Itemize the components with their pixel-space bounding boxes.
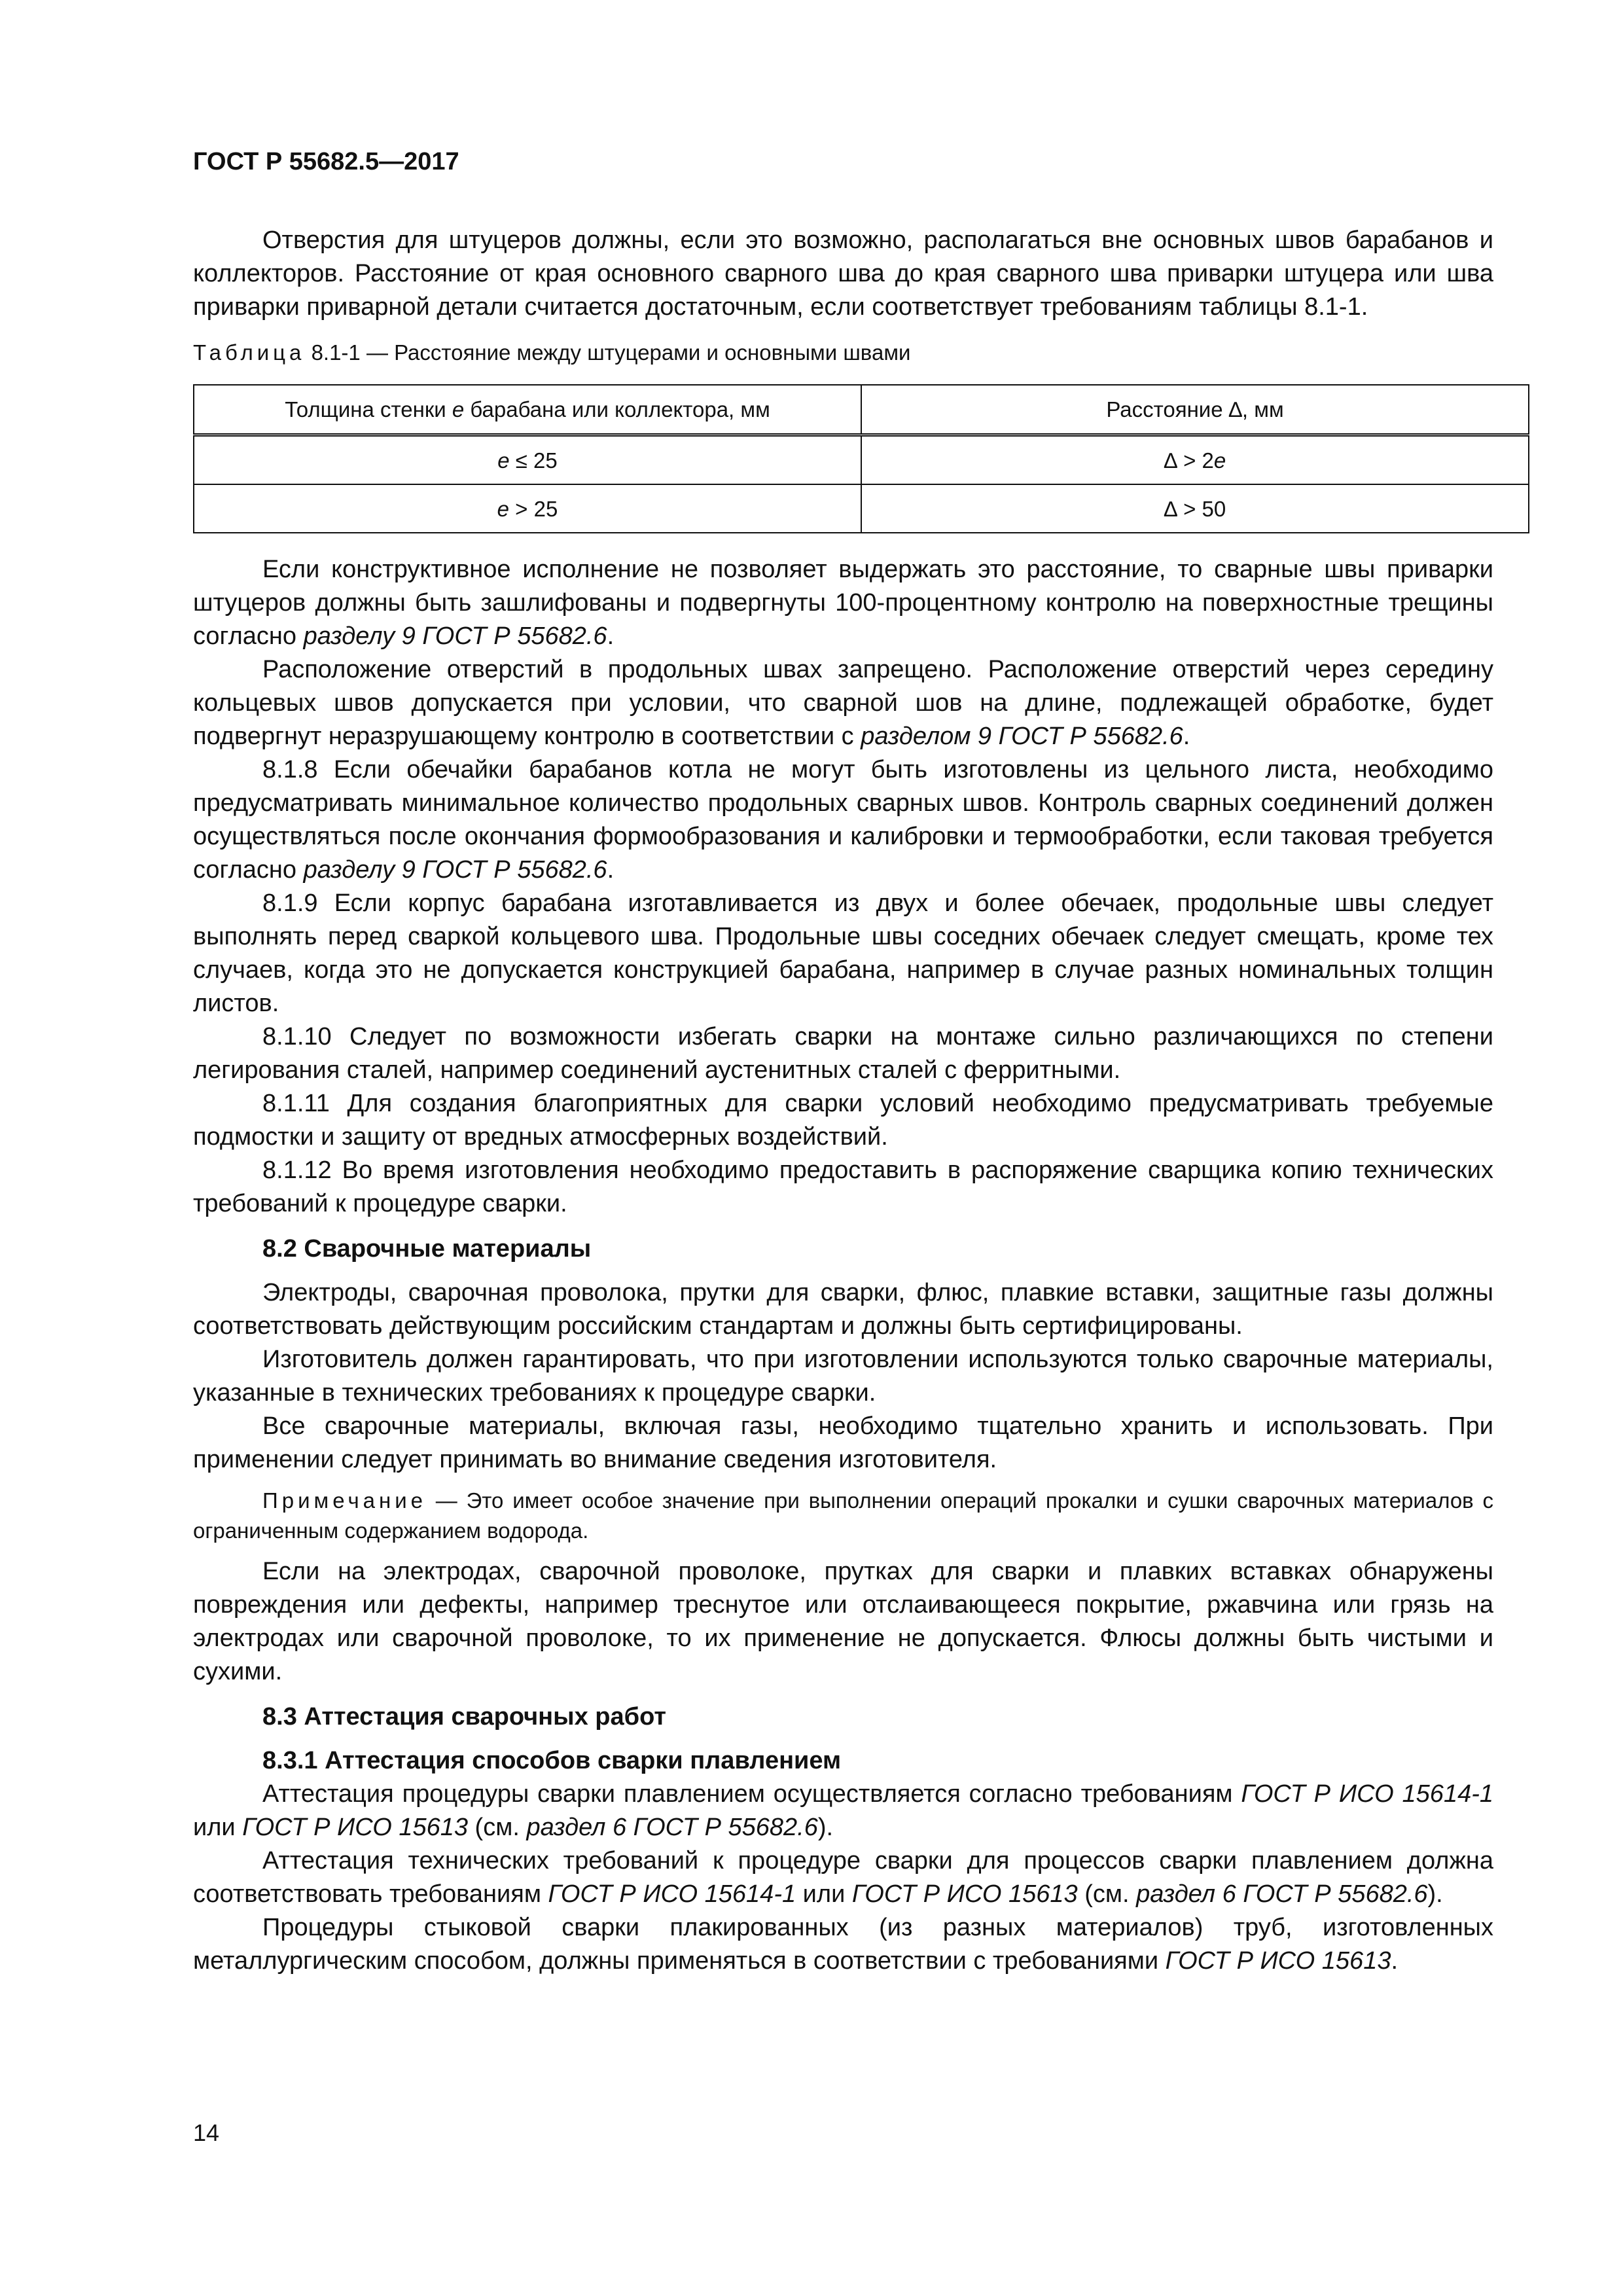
page-number: 14 — [193, 2119, 220, 2146]
paragraph-consumables: Электроды, сварочная проволока, прутки для сварки, флюс, плавкие вставки, защитные газы должны соответствовать действующим российским стандартам и должны быть сертифицированы. — [193, 1279, 1493, 1340]
clause-8-1-11: 8.1.11 Для создания благоприятных для сварки условий необходимо предусматривать требуемые подмостки и защиту от вредных атмосферных воздействий. — [193, 1090, 1493, 1151]
table-cell-distance: ∆ > 50 — [861, 484, 1529, 533]
clause-8-1-9: 8.1.9 Если корпус барабана изготавливается из двух и более обечаек, продольные швы следует выполнять перед сваркой кольцевого шва. Продольные швы соседних обечаек следует смещать, кроме тех случаев, когда это не допускается конструкцией барабана, например в случае разных номинальных толщин листов. — [193, 889, 1493, 1017]
paragraph-manufacturer-guarantee: Изготовитель должен гарантировать, что при изготовлении используются только сварочные материалы, указанные в технических требованиях к процедуре сварки. — [193, 1346, 1493, 1407]
paragraph-weld-grinding: Если конструктивное исполнение не позволяет выдержать это расстояние, то сварные швы приварки штуцеров должны быть зашлифованы и подвергнуты 100-процентному контролю на поверхностные трещины согласно разделу 9 ГОСТ Р 55682.6. — [193, 556, 1493, 650]
section-heading-8-3: 8.3 Аттестация сварочных работ — [262, 1703, 666, 1731]
clause-8-1-12: 8.1.12 Во время изготовления необходимо предоставить в распоряжение сварщика копию технических требований к процедуре сварки. — [193, 1157, 1493, 1217]
table-cell-thickness: e > 25 — [194, 484, 861, 533]
paragraph-storage: Все сварочные материалы, включая газы, необходимо тщательно хранить и использовать. При применении следует принимать во внимание сведения изготовителя. — [193, 1412, 1493, 1473]
table-header-thickness: Толщина стенки e барабана или коллектора, мм — [194, 385, 861, 435]
standard-reference: ГОСТ Р ИСО 15613 — [242, 1814, 468, 1841]
standard-reference: разделу 9 ГОСТ Р 55682.6 — [303, 856, 607, 884]
subsection-heading-8-3-1: 8.3.1 Аттестация способов сварки плавлением — [262, 1747, 842, 1774]
table-row — [194, 435, 1529, 485]
note-label: Примечание — [262, 1488, 427, 1513]
table-caption-label: Таблица — [193, 340, 306, 365]
table-row — [194, 484, 1529, 533]
standard-reference: раздел 6 ГОСТ Р 55682.6 — [1136, 1880, 1428, 1908]
paragraph-clad-pipes: Процедуры стыковой сварки плакированных (из разных материалов) труб, изготовленных металлургическим способом, должны применяться в соответствии с требованиями ГОСТ Р ИСО 15613. — [193, 1914, 1493, 1975]
note-text: — Это имеет особое значение при выполнении операций прокалки и сушки сварочных материалов с ограниченным содержанием водорода. — [193, 1488, 1493, 1543]
standard-reference: разделу 9 ГОСТ Р 55682.6 — [303, 622, 607, 650]
distance-table — [193, 384, 1529, 533]
standard-reference: ГОСТ Р ИСО 15614-1 — [1241, 1780, 1494, 1808]
intro-paragraph: Отверстия для штуцеров должны, если это возможно, располагаться вне основных швов барабанов и коллекторов. Расстояние от края основного сварного шва до края сварного шва приварки штуцера или шва приварки приварной детали считается достаточным, если соответствует требованиям таблицы 8.1-1. — [193, 226, 1493, 321]
table-cell-distance: ∆ > 2e — [861, 435, 1529, 485]
clause-8-1-10: 8.1.10 Следует по возможности избегать сварки на монтаже сильно различающихся по степени легирования сталей, например соединений аустенитных сталей с ферритными. — [193, 1023, 1493, 1084]
table-header-distance: Расстояние ∆, мм — [861, 385, 1529, 435]
document-body — [193, 224, 1493, 1978]
standard-reference: ГОСТ Р ИСО 15613 — [1165, 1947, 1391, 1975]
table-header-row — [194, 385, 1529, 435]
document-header: ГОСТ Р 55682.5—2017 — [193, 148, 459, 175]
table-caption — [193, 338, 1493, 367]
section-heading-8-2: 8.2 Сварочные материалы — [262, 1235, 592, 1263]
table-caption-text: 8.1-1 — Расстояние между штуцерами и основными швами — [311, 340, 911, 365]
paragraph-technical-requirements: Аттестация технических требований к процедуре сварки для процессов сварки плавлением должна соответствовать требованиям ГОСТ Р ИСО 15614-1 или ГОСТ Р ИСО 15613 (см. раздел 6 ГОСТ Р 55682.6). — [193, 1847, 1493, 1908]
paragraph-defects: Если на электродах, сварочной проволоке, прутках для сварки и плавких вставках обнаружены повреждения или дефекты, например треснутое или отслаивающееся покрытие, ржавчина или грязь на электродах или сварочной проволоке, то их применение не допускается. Флюсы должны быть чистыми и сухими. — [193, 1558, 1493, 1685]
paragraph-hole-placement: Расположение отверстий в продольных швах запрещено. Расположение отверстий через середину кольцевых швов допускается при условии, что сварной шов на длине, подлежащей обработке, будет подвергнут неразрушающему контролю в соответствии с разделом 9 ГОСТ Р 55682.6. — [193, 656, 1493, 750]
clause-8-1-8: 8.1.8 Если обечайки барабанов котла не могут быть изготовлены из цельного листа, необходимо предусматривать минимальное количество продольных сварных швов. Контроль сварных соединений должен осуществляться после окончания формообразования и калибровки и термообработки, если таковая требуется согласно разделу 9 ГОСТ Р 55682.6. — [193, 756, 1493, 884]
table-cell-thickness: e ≤ 25 — [194, 435, 861, 485]
standard-reference: ГОСТ Р ИСО 15613 — [851, 1880, 1078, 1908]
paragraph-procedure-qualification: Аттестация процедуры сварки плавлением осуществляется согласно требованиям ГОСТ Р ИСО 15614-1 или ГОСТ Р ИСО 15613 (см. раздел 6 ГОСТ Р 55682.6). — [193, 1780, 1494, 1841]
standard-reference: разделом 9 ГОСТ Р 55682.6 — [861, 723, 1183, 750]
standard-reference: раздел 6 ГОСТ Р 55682.6 — [526, 1814, 818, 1841]
standard-reference: ГОСТ Р ИСО 15614-1 — [548, 1880, 796, 1908]
note — [193, 1486, 1493, 1546]
